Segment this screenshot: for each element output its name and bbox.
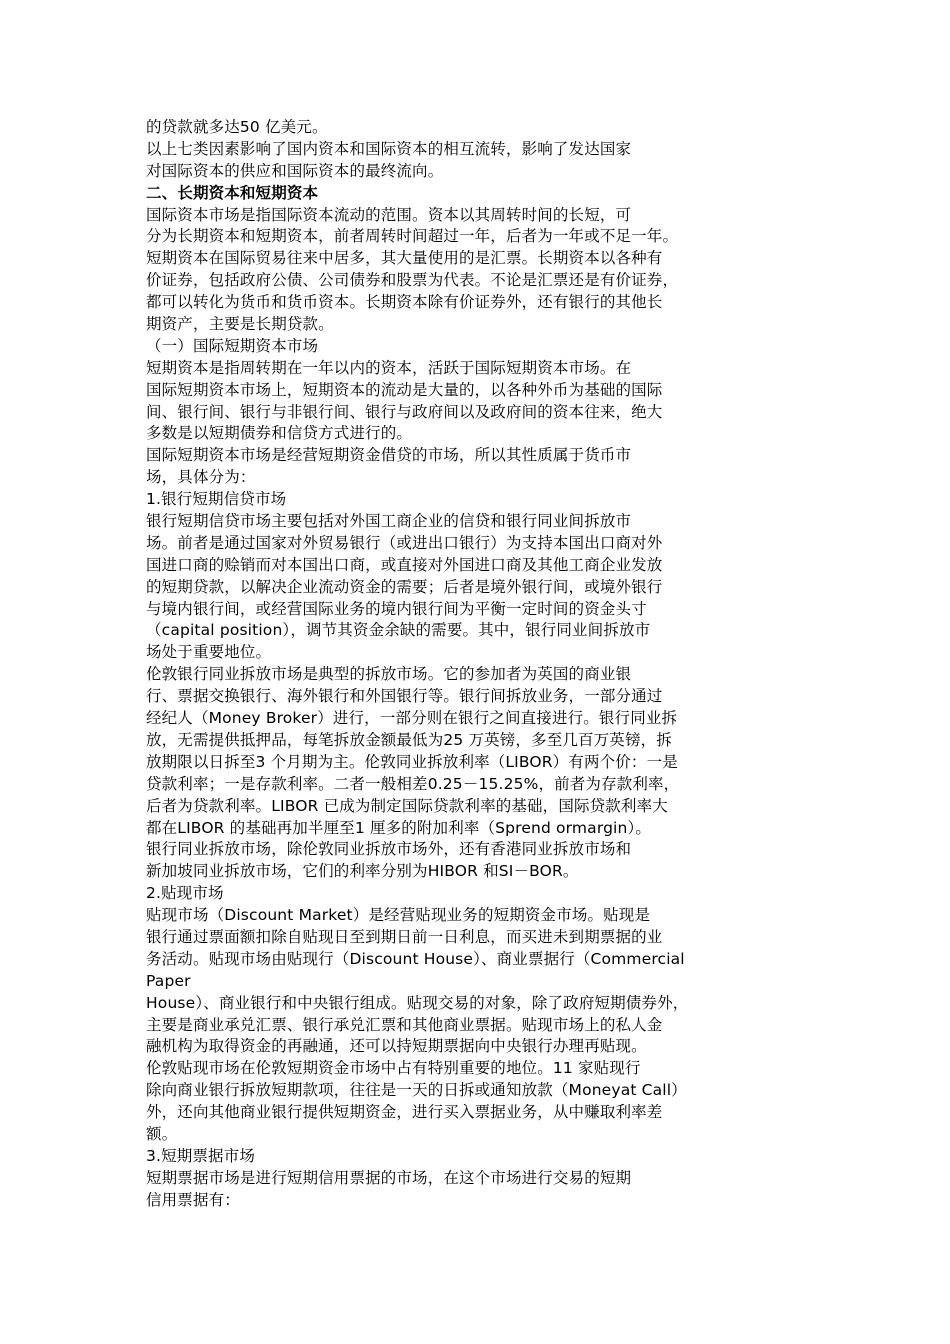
text-line: 放期限以日拆至3 个月期为主。伦敦同业拆放利率（LIBOR）有两个价：一是 <box>146 752 678 771</box>
section-heading: 二、长期资本和短期资本 <box>146 183 319 202</box>
text-line: House）、商业银行和中央银行组成。贴现交易的对象，除了政府短期债券外， <box>146 993 689 1012</box>
text-line: 经纪人（Money Broker）进行，一部分则在银行之间直接进行。银行同业拆 <box>146 709 678 728</box>
text-line: 价证券，包括政府公债、公司债券和股票为代表。不论是汇票还是有价证券， <box>146 271 679 290</box>
item-heading: 3.短期票据市场 <box>146 1146 255 1165</box>
text-line: 与境内银行间，或经营国际业务的境内银行间为平衡一定时间的资金头寸 <box>146 599 647 618</box>
text-line: （capital position），调节其资金余缺的需要。其中，银行同业间拆放市 <box>146 621 651 640</box>
text-line: 短期资本在国际贸易往来中居多，其大量使用的是汇票。长期资本以各种有 <box>146 249 663 268</box>
text-line: 场，具体分为： <box>146 468 256 487</box>
document-body <box>146 117 806 1212</box>
text-line: 融机构为取得资金的再融通，还可以持短期票据向中央银行办理再贴现。 <box>146 1037 647 1056</box>
text-line: 银行短期信贷市场主要包括对外国工商企业的信贷和银行同业间拆放市 <box>146 512 632 531</box>
text-line: 伦敦贴现市场在伦敦短期资金市场中占有特别重要的地位。11 家贴现行 <box>146 1059 641 1078</box>
text-line: Paper <box>146 971 191 990</box>
text-line: 除向商业银行拆放短期款项，往往是一天的日拆或通知放款（Moneyat Call） <box>146 1081 687 1100</box>
text-line: 放，无需提供抵押品，每笔拆放金额最低为25 万英镑，多至几百万英镑，拆 <box>146 730 672 749</box>
text-line: 以上七类因素影响了国内资本和国际资本的相互流转，影响了发达国家 <box>146 139 632 158</box>
text-line: 场处于重要地位。 <box>146 643 272 662</box>
text-line: 国际短期资本市场是经营短期资金借贷的市场，所以其性质属于货币市 <box>146 446 632 465</box>
text-line: 的短期贷款，以解决企业流动资金的需要；后者是境外银行间，或境外银行 <box>146 577 663 596</box>
text-line: 外，还向其他商业银行提供短期资金，进行买入票据业务，从中赚取利率差 <box>146 1103 663 1122</box>
text-line: 都可以转化为货币和货币资本。长期资本除有价证券外，还有银行的其他长 <box>146 293 663 312</box>
text-line: 信用票据有： <box>146 1190 240 1209</box>
text-line: 都在LIBOR 的基础再加半厘至1 厘多的附加利率（Sprend ormargin）。 <box>146 818 652 837</box>
text-line: 贷款利率；一是存款利率。二者一般相差0.25－15.25%，前者为存款利率， <box>146 774 680 793</box>
text-line: 场。前者是通过国家对外贸易银行（或进出口银行）为支持本国出口商对外 <box>146 533 663 552</box>
text-line: 间、银行间、银行与非银行间、银行与政府间以及政府间的资本往来，绝大 <box>146 402 663 421</box>
text-line: 的贷款就多达50 亿美元。 <box>146 118 328 136</box>
item-heading: 1.银行短期信贷市场 <box>146 490 287 509</box>
text-line: 新加坡同业拆放市场，它们的利率分别为HIBOR 和SI－BOR。 <box>146 862 579 881</box>
text-line: 伦敦银行同业拆放市场是典型的拆放市场。它的参加者为英国的商业银 <box>146 665 632 684</box>
text-line: 后者为贷款利率。LIBOR 已成为制定国际贷款利率的基础，国际贷款利率大 <box>146 796 668 815</box>
text-line: 主要是商业承兑汇票、银行承兑汇票和其他商业票据。贴现市场上的私人金 <box>146 1015 663 1034</box>
text-line: 务活动。贴现市场由贴现行（Discount House）、商业票据行（Commercial <box>146 949 685 968</box>
item-heading: 2.贴现市场 <box>146 884 224 903</box>
text-line: 短期票据市场是进行短期信用票据的市场，在这个市场进行交易的短期 <box>146 1168 632 1187</box>
text-line: 贴现市场（Discount Market）是经营贴现业务的短期资金市场。贴现是 <box>146 906 651 925</box>
text-line: 对国际资本的供应和国际资本的最终流向。 <box>146 161 444 180</box>
text-line: 银行同业拆放市场，除伦敦同业拆放市场外，还有香港同业拆放市场和 <box>146 840 632 859</box>
text-line: 银行通过票面额扣除自贴现日至到期日前一日利息，而买进未到期票据的业 <box>146 927 663 946</box>
text-line: 国际短期资本市场上，短期资本的流动是大量的，以各种外币为基础的国际 <box>146 380 663 399</box>
text-line: 国际资本市场是指国际资本流动的范围。资本以其周转时间的长短，可 <box>146 205 632 224</box>
text-line: 额。 <box>146 1124 178 1143</box>
text-line: 分为长期资本和短期资本，前者周转时间超过一年，后者为一年或不足一年。 <box>146 227 679 246</box>
text-line: 国进口商的赊销而对本国出口商，或直接对外国进口商及其他工商企业发放 <box>146 555 663 574</box>
text-line: 期资产，主要是长期贷款。 <box>146 315 334 334</box>
text-line: 行、票据交换银行、海外银行和外国银行等。银行间拆放业务，一部分通过 <box>146 687 663 706</box>
text-line: 多数是以短期债券和信贷方式进行的。 <box>146 424 413 443</box>
text-line: 短期资本是指周转期在一年以内的资本，活跃于国际短期资本市场。在 <box>146 358 632 377</box>
subsection-heading: （一）国际短期资本市场 <box>146 336 319 355</box>
